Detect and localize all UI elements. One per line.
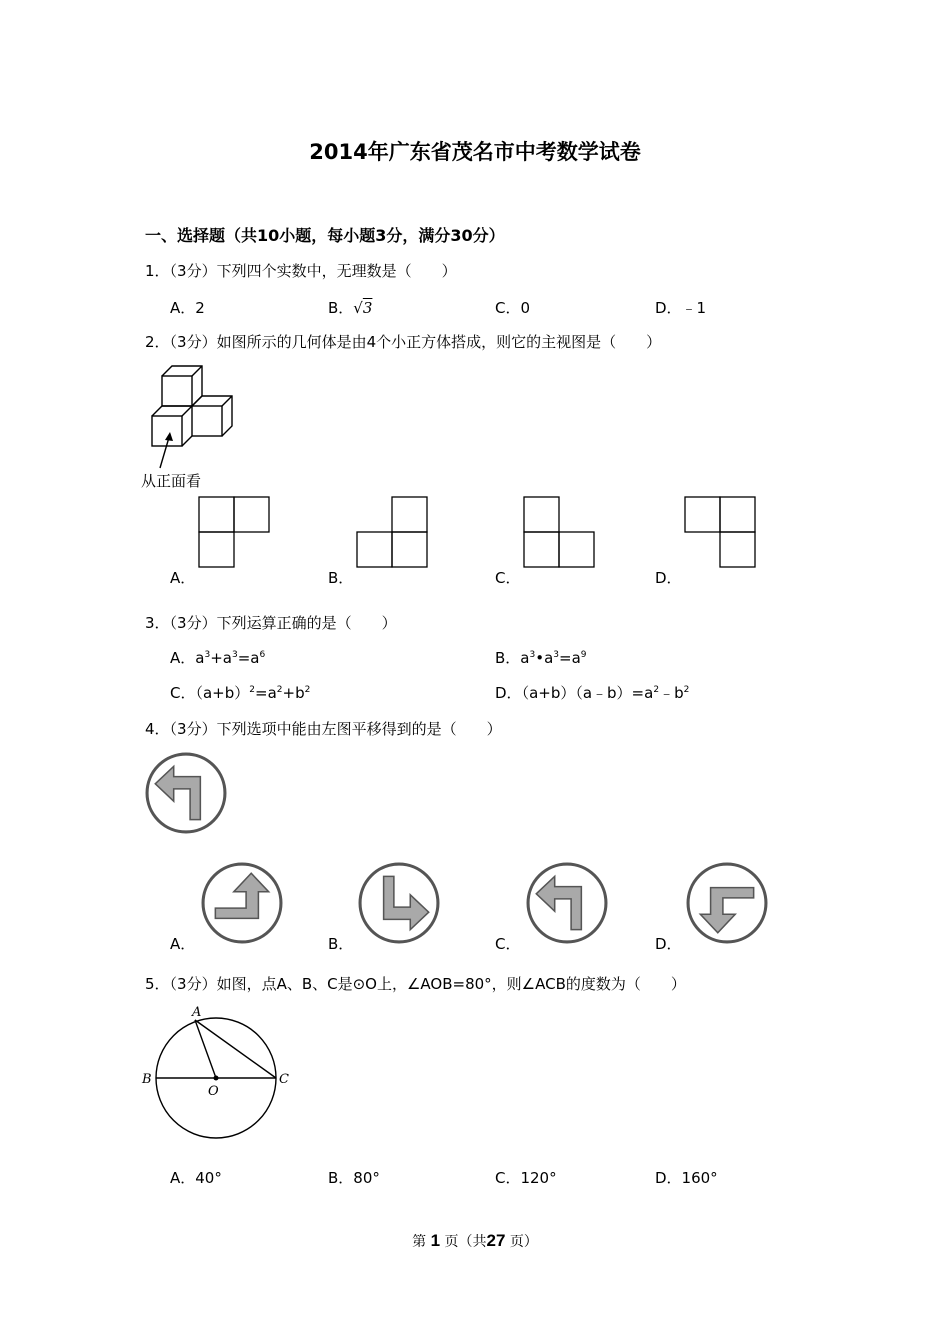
q2-view-c bbox=[523, 496, 596, 569]
reference-left-turn-arrow-icon bbox=[145, 752, 227, 834]
q2-option-a: A． bbox=[170, 569, 196, 587]
point-a-label: A bbox=[192, 1005, 202, 1020]
total-pages-number: 27 bbox=[486, 1231, 506, 1250]
q3-option-a: A．$a^3+a^3=a^6$ bbox=[170, 649, 266, 667]
q3-option-c: C．$(a+b)^2=a^2+b^2$ bbox=[170, 684, 311, 702]
q4-option-d-down-arrow-icon bbox=[686, 862, 768, 944]
q4-option-c: C． bbox=[495, 935, 521, 953]
q4-option-b: B． bbox=[328, 935, 354, 953]
question-5-stem: 5．（3分）如图，点A、B、C是⊙O上，∠AOB=80°，则∠ACB的度数为（ ） bbox=[145, 975, 686, 993]
q5-option-b: B．80° bbox=[328, 1169, 380, 1187]
q4-option-b-right-arrow-icon bbox=[358, 862, 440, 944]
q1-option-d: D．﹣1 bbox=[655, 299, 707, 317]
q5-option-d: D．160° bbox=[655, 1169, 718, 1187]
q4-option-a-up-arrow-icon bbox=[201, 862, 283, 944]
question-2-stem: 2．（3分）如图所示的几何体是由4个小正方体搭成，则它的主视图是（ ） bbox=[145, 333, 662, 351]
page-footer: 第 1 页（共27 页） bbox=[412, 1231, 538, 1250]
q4-option-c-left-arrow-icon bbox=[526, 862, 608, 944]
q5-option-c: C．120° bbox=[495, 1169, 557, 1187]
q2-option-c: C． bbox=[495, 569, 521, 587]
q2-option-d: D． bbox=[655, 569, 682, 587]
cube-solid-figure bbox=[140, 360, 250, 470]
q1-option-a: A．2 bbox=[170, 299, 205, 317]
q5-option-a: A．40° bbox=[170, 1169, 222, 1187]
q3-option-b: B．$a^3•a^3=a^9$ bbox=[495, 649, 587, 667]
q2-option-b: B． bbox=[328, 569, 354, 587]
q3-option-d: D．$(a+b)(a﹣b)=a^2﹣b^2$ bbox=[495, 684, 690, 702]
sqrt-icon: √ bbox=[353, 299, 363, 317]
q1-option-c: C．0 bbox=[495, 299, 531, 317]
point-o-label: O bbox=[208, 1084, 219, 1099]
point-c-label: C bbox=[279, 1072, 289, 1087]
q2-view-d bbox=[684, 496, 757, 569]
view-direction-label: 从正面看 bbox=[141, 472, 202, 490]
section-heading: 一、选择题（共10小题，每小题3分，满分30分） bbox=[145, 226, 505, 245]
circle-geometry-figure bbox=[140, 1000, 300, 1145]
question-4-stem: 4．（3分）下列选项中能由左图平移得到的是（ ） bbox=[145, 720, 502, 738]
q2-view-a bbox=[198, 496, 271, 569]
question-3-stem: 3．（3分）下列运算正确的是（ ） bbox=[145, 614, 397, 632]
current-page-number: 1 bbox=[430, 1231, 441, 1250]
q4-option-d: D． bbox=[655, 935, 682, 953]
sqrt-radicand: 3 bbox=[362, 299, 373, 317]
page-title: 2014年广东省茂名市中考数学试卷 bbox=[309, 140, 641, 164]
q4-option-a: A． bbox=[170, 935, 196, 953]
q2-view-b bbox=[356, 496, 429, 569]
q1-option-b: B．√3 bbox=[328, 299, 373, 317]
question-1-stem: 1．（3分）下列四个实数中，无理数是（ ） bbox=[145, 262, 457, 280]
point-b-label: B bbox=[142, 1072, 152, 1087]
